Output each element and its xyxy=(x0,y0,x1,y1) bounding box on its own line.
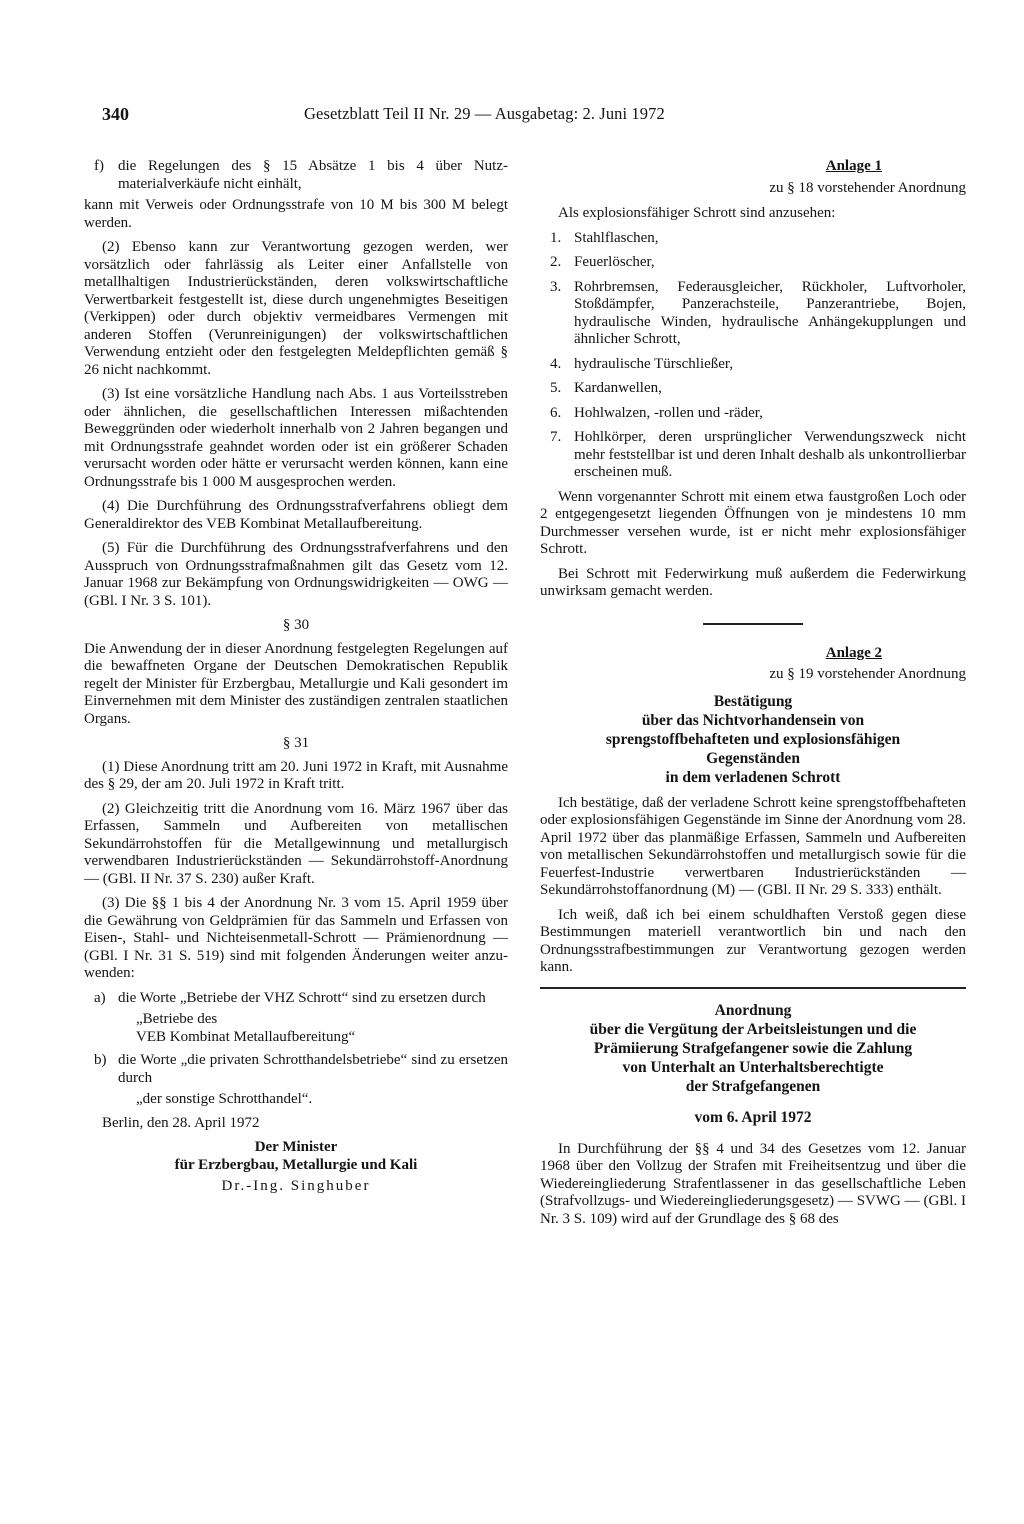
section-title: § 30 xyxy=(282,617,310,633)
paragraph: (5) Für die Durchführung des Ordnungsstrafverfahrens und den Ausspruch von Ordnungsstrafmaßnahmen gilt das Gesetz vom 12. Januar 1968 zur Bekämpfung von Ordnungswidrigkeiten — OWG — (GBl. I Nr. 3 S. 101). xyxy=(84,540,508,609)
heading-line: über das Nichtvorhandensein von xyxy=(641,711,865,729)
paragraph: (3) Die §§ 1 bis 4 der Anordnung Nr. 3 vom 15. April 1959 über die Gewährung von Geldprämien für das Sammeln und Erfassen von Eisen-, Stahl- und Nichteisenmetall-Schrott — Prämienordnung — (GBl. I Nr. 31 S. 519) sind mit folgenden Änderungen weiter anzuwenden: xyxy=(84,895,508,981)
paragraph: Bei Schrott mit Federwirkung muß außerdem die Federwirkung unwirksam gemacht werden. xyxy=(540,565,966,599)
heading-line: Anordnung xyxy=(714,1001,792,1019)
annex-reference: zu § 18 vorstehender Anordnung xyxy=(769,179,966,196)
item-text: Kardanwellen, xyxy=(574,380,662,396)
annex-list-item xyxy=(540,230,966,248)
heading-line: Bestätigung xyxy=(713,692,793,710)
running-title: Gesetzblatt Teil II Nr. 29 — Ausgabetag: 2. Juni 1972 xyxy=(304,104,665,123)
order-heading xyxy=(540,1001,966,1096)
annex-list-item xyxy=(540,279,966,349)
item-label: 3. xyxy=(550,278,562,295)
section-title: § 31 xyxy=(282,735,310,751)
annex-list xyxy=(540,230,966,482)
item-text: hydraulische Türschließer, xyxy=(574,355,734,372)
item-label: f) xyxy=(94,158,104,174)
page-header xyxy=(102,104,758,128)
signature-name: Dr.-Ing. Singhuber xyxy=(221,1178,371,1194)
item-label: 6. xyxy=(550,404,562,421)
place-date: Berlin, den 28. April 1972 xyxy=(102,1114,260,1131)
annex-list-item xyxy=(540,356,966,374)
paragraph: kann mit Verweis oder Ordnungsstrafe von 10 M bis 300 M belegt werden. xyxy=(84,197,508,231)
item-label: 5. xyxy=(550,380,562,396)
signature-title: Der Minister xyxy=(254,1139,338,1155)
item-label: 7. xyxy=(550,429,562,445)
item-label: 4. xyxy=(550,355,562,372)
paragraph: Wenn vorgenannter Schrott mit einem etwa faustgroßen Loch oder 2 entgegengesetzt liegenden Öffnungen von je mindestens 10 mm Durchmesser versehen wurde, ist er nicht mehr explosionsfähiger Schrott. xyxy=(540,488,966,557)
paragraph: (3) Ist eine vorsätzliche Handlung nach Abs. 1 aus Vorteilsstreben oder ähnlichen, die gesellschaftlichen Interessen mißachtenden Beweggründen oder wiederholt innerhalb von 2 Jahren begangen und mit Ordnungsstrafe geahndet worden oder ist ein größerer Schaden verursacht worden oder hätte er verursacht werden können, kann eine Ordnungsstrafe bis 1 000 M ausgesprochen werden. xyxy=(84,386,508,490)
list-item-f xyxy=(84,158,508,193)
annex-list-item xyxy=(540,429,966,482)
signature-title: für Erzbergbau, Metallurgie und Kali xyxy=(174,1156,418,1173)
replacement-text: „der sonstige Schrotthandel“. xyxy=(136,1091,313,1107)
annex-reference: zu § 19 vorstehender Anordnung xyxy=(769,666,966,682)
paragraph: In Durchführung der §§ 4 und 34 des Gesetzes vom 12. Januar 1968 über den Vollzug der Strafen mit Freiheitsentzug und über die Wiedereingliederung Strafentlassener in das gesellschaftliche Leben (Strafvollzugs- und Wiedereingliederungsgesetz) — SVWG — (GBl. I Nr. 3 S. 109) wird auf der Grundlage des § 68 des xyxy=(540,1140,966,1227)
list-item-b xyxy=(84,1052,508,1087)
heading-line: in dem verladenen Schrott xyxy=(665,768,841,786)
heading-line: Prämiierung Strafgefangener sowie die Zahlung xyxy=(593,1039,913,1057)
divider xyxy=(540,987,966,989)
item-label: 1. xyxy=(550,229,562,246)
replacement-text: „Betriebe des xyxy=(136,1011,218,1027)
annex-list-item xyxy=(540,254,966,272)
annex-title: Anlage 2 xyxy=(825,644,882,661)
item-label: a) xyxy=(94,989,106,1006)
paragraph: (2) Gleichzeitig tritt die Anordnung vom 16. März 1967 über das Erfassen, Sammeln und Aufbereiten von metallischen Sekundärrohstoffen für die Metallgewinnung und metallurgisch verwendbaren Industrierückständen — Sekundärrohstoff-Anordnung — (GBl. II Nr. 37 S. 230) außer Kraft. xyxy=(84,800,508,887)
annex-list-item xyxy=(540,380,966,398)
paragraph: Die Anwendung der in dieser Anordnung festgelegten Regelungen auf die bewaffneten Organe der Deutschen Demokratischen Republik regelt der Minister für Erzbergbau, Metallurgie und Kali gesondert im Einvernehmen mit dem Minister des zuständigen zentralen staatlichen Organs. xyxy=(84,640,508,727)
annex-heading xyxy=(540,692,966,787)
item-text: die Worte „Betriebe der VHZ Schrott“ sind zu ersetzen durch xyxy=(118,989,486,1006)
right-column xyxy=(540,158,966,1235)
heading-line: Gegenständen xyxy=(706,749,800,767)
paragraph: Als explosionsfähiger Schrott sind anzusehen: xyxy=(558,205,836,221)
item-text: Rohrbremsen, Federausgleicher, Rückholer, Luftvorholer, Stoßdämpfer, Panzerachsteile, Panzerantriebe, Bojen, hydraulische Winden, hydraulische Anhängekupplungen und ähnlicher Schrott, xyxy=(574,278,966,347)
heading-line: von Unterhalt an Unterhaltsberechtigte xyxy=(622,1058,884,1076)
item-text: Hohlkörper, deren ursprünglicher Verwendungszweck nicht mehr feststellbar ist und deren Inhalt deshalb als unkontrollierbar erscheinen muß. xyxy=(574,429,966,480)
paragraph: (4) Die Durchführung des Ordnungsstrafverfahrens obliegt dem Generaldirektor des VEB Kombinat Metallaufbereitung. xyxy=(84,498,508,532)
page-number: 340 xyxy=(102,104,129,124)
order-date: vom 6. April 1972 xyxy=(694,1108,812,1126)
divider xyxy=(703,623,803,625)
annex-list-item xyxy=(540,405,966,423)
paragraph: (1) Diese Anordnung tritt am 20. Juni 1972 in Kraft, mit Ausnahme des § 29, der am 20. Juli 1972 in Kraft tritt. xyxy=(84,758,508,792)
paragraph: Ich bestätige, daß der verladene Schrott keine sprengstoffbehafteten oder explosionsfähigen Gegenstände im Sinne der Anordnung vom 28. April 1972 über das planmäßige Erfassen, Sammeln und Aufbereiten von metallischen Sekundärrohstoffen und metallurgisch sowie für die Feuerfest-Industrie verwertbaren Industrierückständen — Sekundärrohstoffanordnung (M) — (GBl. II Nr. 29 S. 333) enthält. xyxy=(540,794,966,898)
heading-line: sprengstoffbehafteten und explosionsfähigen xyxy=(605,730,901,748)
left-column xyxy=(84,158,508,1196)
replacement-text: VEB Kombinat Metallaufbereitung“ xyxy=(136,1028,356,1045)
heading-line: der Strafgefangenen xyxy=(685,1077,821,1095)
item-text: die Regelungen des § 15 Absätze 1 bis 4 über Nutzmaterialverkäufe nicht einhält, xyxy=(118,158,508,192)
item-label: 2. xyxy=(550,254,562,270)
item-text: Feuerlöscher, xyxy=(574,254,655,270)
item-text: die Worte „die privaten Schrotthandelsbetriebe“ sind zu ersetzen durch xyxy=(118,1052,508,1086)
paragraph: Ich weiß, daß ich bei einem schuldhaften Verstoß gegen diese Bestimmungen materiell verantwortlich bin und nach den Ordnungsstrafbestimmungen zur Verantwortung gezogen werden kann. xyxy=(540,906,966,975)
item-text: Hohlwalzen, -rollen und -räder, xyxy=(574,404,763,421)
annex-title: Anlage 1 xyxy=(825,158,882,174)
list-item-a xyxy=(84,990,508,1008)
item-label: b) xyxy=(94,1052,107,1068)
item-text: Stahlflaschen, xyxy=(574,229,659,246)
heading-line: über die Vergütung der Arbeitsleistungen und die xyxy=(589,1020,917,1038)
paragraph: (2) Ebenso kann zur Verantwortung gezogen werden, wer vorsätzlich oder fahrlässig als Leiter einer Anfallstelle von metallhaltigen Industrierückständen, deren volkswirtschaftliche Verwertbarkeit festgestellt ist, diese durch ungenehmigtes Beseitigen (Verkippen) oder durch objektiv vermeidbares Vermengen mit anderen Stoffen (Verunreinigungen) der volkswirtschaftlichen Verwendung entzieht oder den festgelegten Meldepflichten gemäß § 26 nicht nachkommt. xyxy=(84,239,508,378)
